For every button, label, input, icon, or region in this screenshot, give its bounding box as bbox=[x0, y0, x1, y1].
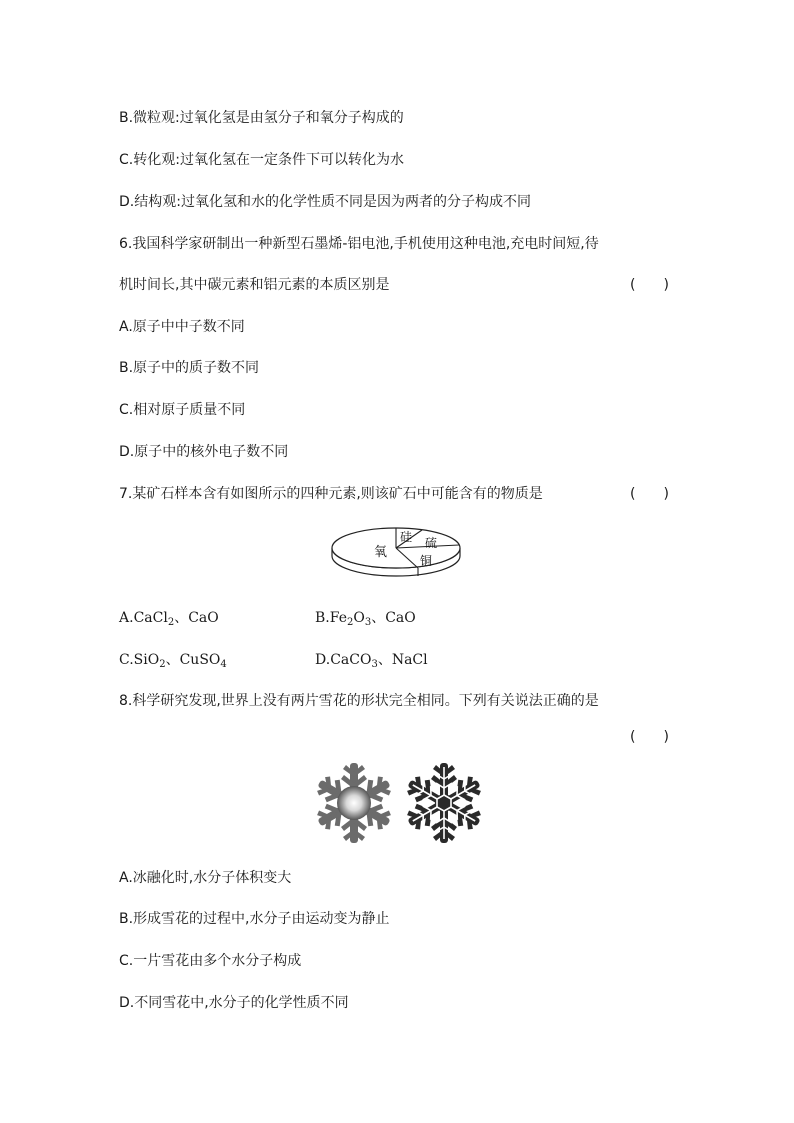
snowflakes-figure bbox=[308, 760, 484, 846]
snowflake-left bbox=[313, 763, 395, 843]
pie-label-silicon: 硅 bbox=[400, 530, 413, 544]
snowflake-right bbox=[403, 763, 484, 843]
q6-stem-line2: 机时间长,其中碳元素和铝元素的本质区别是 bbox=[119, 277, 390, 293]
q6-option-c: C.相对原子质量不同 bbox=[119, 402, 246, 418]
q7-stem: 7.某矿石样本含有如图所示的四种元素,则该矿石中可能含有的物质是 bbox=[119, 486, 543, 502]
q7-answer-blank: ( ) bbox=[630, 486, 669, 502]
q5-option-b: B.微粒观:过氧化氢是由氢分子和氧分子构成的 bbox=[119, 110, 404, 126]
q8-answer-blank: ( ) bbox=[630, 729, 669, 745]
q6-option-b: B.原子中的质子数不同 bbox=[119, 360, 260, 376]
q7-option-a: A.CaCl$_2$、CaO bbox=[119, 610, 219, 628]
q5-option-d: D.结构观:过氧化氢和水的化学性质不同是因为两者的分子构成不同 bbox=[119, 194, 531, 210]
q8-stem: 8.科学研究发现,世界上没有两片雪花的形状完全相同。下列有关说法正确的是 bbox=[119, 693, 599, 709]
q7-option-b: $B.Fe_2O_3$、CaO bbox=[315, 610, 416, 628]
q6-option-a: A.原子中中子数不同 bbox=[119, 319, 245, 335]
q8-option-a: A.冰融化时,水分子体积变大 bbox=[119, 870, 292, 886]
pie-label-copper: 铜 bbox=[420, 554, 433, 568]
q7-option-c: C.SiO$_2$、CuSO$_4$ bbox=[119, 652, 227, 670]
q6-option-d: D.原子中的核外电子数不同 bbox=[119, 444, 289, 460]
q6-stem-line1: 6.我国科学家研制出一种新型石墨烯-铝电池,手机使用这种电池,充电时间短,待 bbox=[119, 236, 599, 252]
element-pie-figure bbox=[328, 522, 464, 582]
q7-option-d: D.CaCO$_3$、NaCl bbox=[315, 652, 428, 670]
pie-label-oxygen: 氧 bbox=[374, 545, 388, 560]
q6-answer-blank: ( ) bbox=[630, 277, 669, 293]
q5-option-c: C.转化观:过氧化氢在一定条件下可以转化为水 bbox=[119, 152, 404, 168]
pie-label-sulfur: 硫 bbox=[425, 536, 438, 550]
q8-option-b: B.形成雪花的过程中,水分子由运动变为静止 bbox=[119, 911, 390, 927]
q8-option-d: D.不同雪花中,水分子的化学性质不同 bbox=[119, 995, 349, 1011]
q8-option-c: C.一片雪花由多个水分子构成 bbox=[119, 953, 302, 969]
